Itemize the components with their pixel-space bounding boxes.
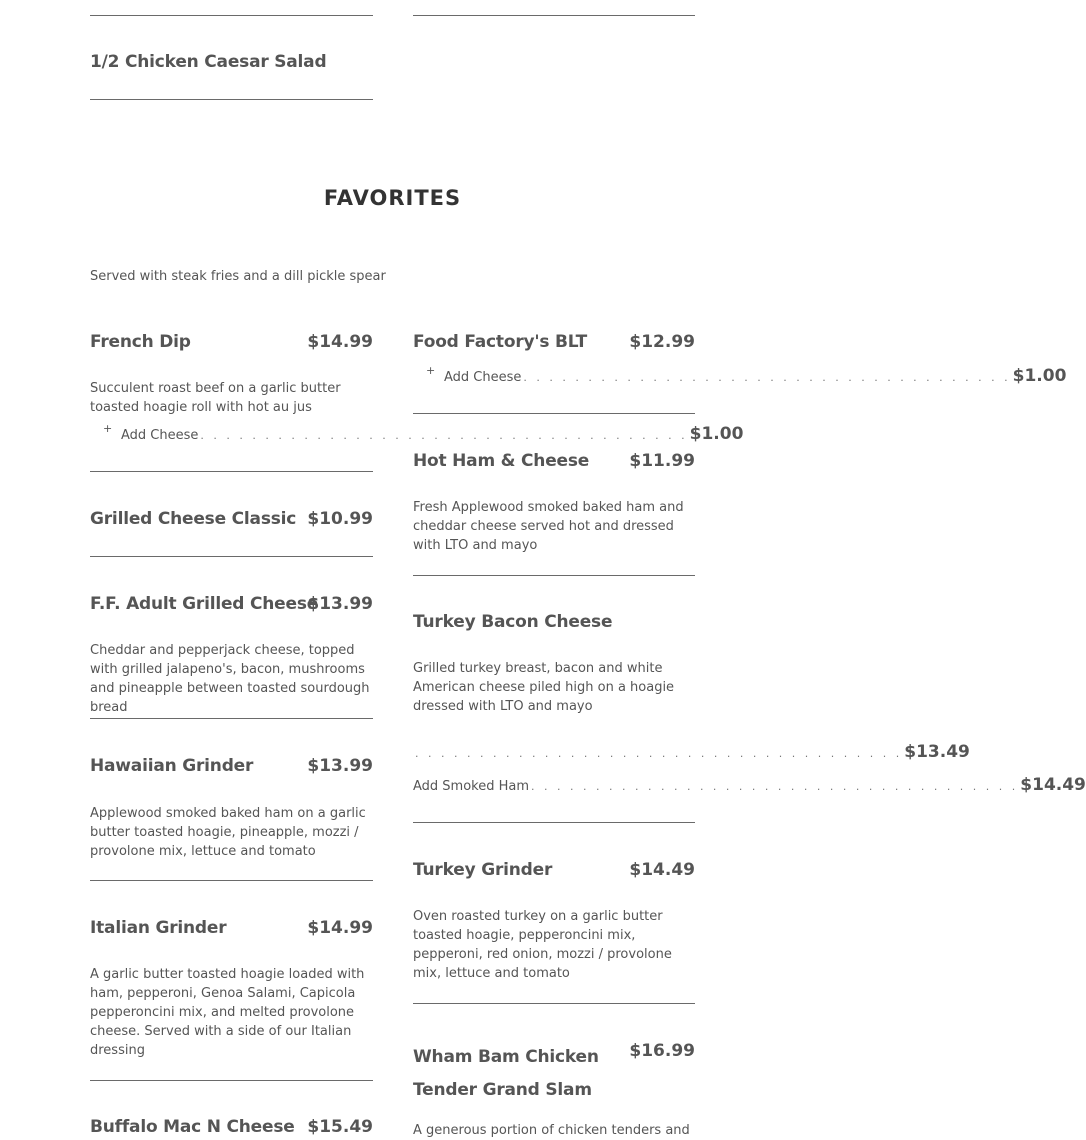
divider bbox=[413, 1003, 695, 1004]
menu-item-name: Italian Grinder bbox=[90, 918, 227, 938]
divider bbox=[90, 99, 373, 100]
menu-item-price: $15.49 bbox=[307, 1117, 373, 1137]
leader-dots: . . . . . . . . . . . . . . . . . . . . . . . . . . . . . . . . . . . . . . bbox=[523, 371, 1011, 384]
menu-item-price: $10.99 bbox=[307, 509, 373, 529]
menu-item-option bbox=[121, 424, 744, 444]
divider bbox=[413, 575, 695, 576]
menu-item-description: Fresh Applewood smoked baked ham and cheddar cheese served hot and dressed with LTO and mayo bbox=[413, 500, 684, 553]
leader-dots: . . . . . . . . . . . . . . . . . . . . . . . . . . . . . . . . . . . . . . bbox=[200, 429, 688, 442]
divider bbox=[90, 718, 373, 719]
option-price: $1.00 bbox=[1012, 366, 1067, 386]
menu-item-name: Food Factory's BLT bbox=[413, 332, 588, 352]
menu-item-description: Applewood smoked baked ham on a garlic butter toasted hoagie, pineapple, mozzi / provolone mix, lettuce and tomato bbox=[90, 806, 366, 859]
menu-item-description: Succulent roast beef on a garlic butter toasted hoagie roll with hot au jus bbox=[90, 381, 341, 415]
menu-item-name: French Dip bbox=[90, 332, 191, 352]
leader-dots: . . . . . . . . . . . . . . . . . . . . . . . . . . . . . . . . . . . . . . bbox=[531, 780, 1019, 793]
menu-item-name: Buffalo Mac N Cheese bbox=[90, 1117, 295, 1137]
option-label: Add Cheese bbox=[444, 370, 522, 385]
section-title: FAVORITES bbox=[323, 186, 462, 210]
menu-item-name: Hot Ham & Cheese bbox=[413, 451, 590, 471]
menu-item-name: 1/2 Chicken Caesar Salad bbox=[90, 52, 327, 72]
menu-item-price: $14.99 bbox=[307, 918, 373, 938]
divider bbox=[90, 15, 373, 16]
plus-icon: + bbox=[103, 422, 113, 435]
menu-item-description: A generous portion of chicken tenders and bbox=[413, 1123, 690, 1138]
menu-item-option bbox=[444, 366, 1067, 386]
menu-item-name: Turkey Grinder bbox=[413, 860, 553, 880]
divider bbox=[90, 1080, 373, 1081]
menu-item-price: $14.99 bbox=[307, 332, 373, 352]
divider bbox=[413, 822, 695, 823]
menu-item-price: $13.99 bbox=[307, 594, 373, 614]
menu-item-name: Turkey Bacon Cheese bbox=[413, 612, 613, 632]
divider bbox=[90, 556, 373, 557]
option-price: $13.49 bbox=[904, 742, 970, 762]
menu-item-price: $16.99 bbox=[629, 1041, 695, 1061]
plus-icon: + bbox=[426, 364, 436, 377]
divider bbox=[90, 880, 373, 881]
option-label: Add Cheese bbox=[121, 428, 199, 443]
menu-item-price: $11.99 bbox=[629, 451, 695, 471]
divider bbox=[413, 15, 695, 16]
menu-item-price: $14.49 bbox=[629, 860, 695, 880]
menu-item-name: Grilled Cheese Classic bbox=[90, 509, 297, 529]
divider bbox=[90, 471, 373, 472]
menu-item-description: Cheddar and pepperjack cheese, topped with grilled jalapeno's, bacon, mushrooms and pineapple between toasted sourdough bread bbox=[90, 643, 370, 715]
menu-item-description: Oven roasted turkey on a garlic butter toasted hoagie, pepperoncini mix, pepperoni, red onion, mozzi / provolone mix, lettuce and tomato bbox=[413, 909, 672, 981]
option-label: Add Smoked Ham bbox=[413, 779, 530, 794]
leader-dots: . . . . . . . . . . . . . . . . . . . . . . . . . . . . . . . . . . . . . . bbox=[415, 747, 903, 760]
menu-item-price: $12.99 bbox=[629, 332, 695, 352]
menu-item-name: Wham Bam Chicken Tender Grand Slam bbox=[413, 1047, 599, 1100]
menu-item-option bbox=[413, 775, 1086, 795]
menu-item-name: F.F. Adult Grilled Cheese bbox=[90, 594, 319, 614]
menu-item-description: A garlic butter toasted hoagie loaded with ham, pepperoni, Genoa Salami, Capicola pepperoncini mix, and melted provolone cheese. Served with a side of our Italian dressing bbox=[90, 967, 365, 1058]
menu-item-description: Grilled turkey breast, bacon and white American cheese piled high on a hoagie dressed with LTO and mayo bbox=[413, 661, 675, 714]
option-price: $1.00 bbox=[689, 424, 744, 444]
option-price: $14.49 bbox=[1020, 775, 1086, 795]
menu-item-name: Hawaiian Grinder bbox=[90, 756, 254, 776]
divider bbox=[413, 413, 695, 414]
section-intro: Served with steak fries and a dill pickle spear bbox=[90, 269, 386, 284]
menu-item-option bbox=[413, 742, 970, 762]
menu-item-price: $13.99 bbox=[307, 756, 373, 776]
